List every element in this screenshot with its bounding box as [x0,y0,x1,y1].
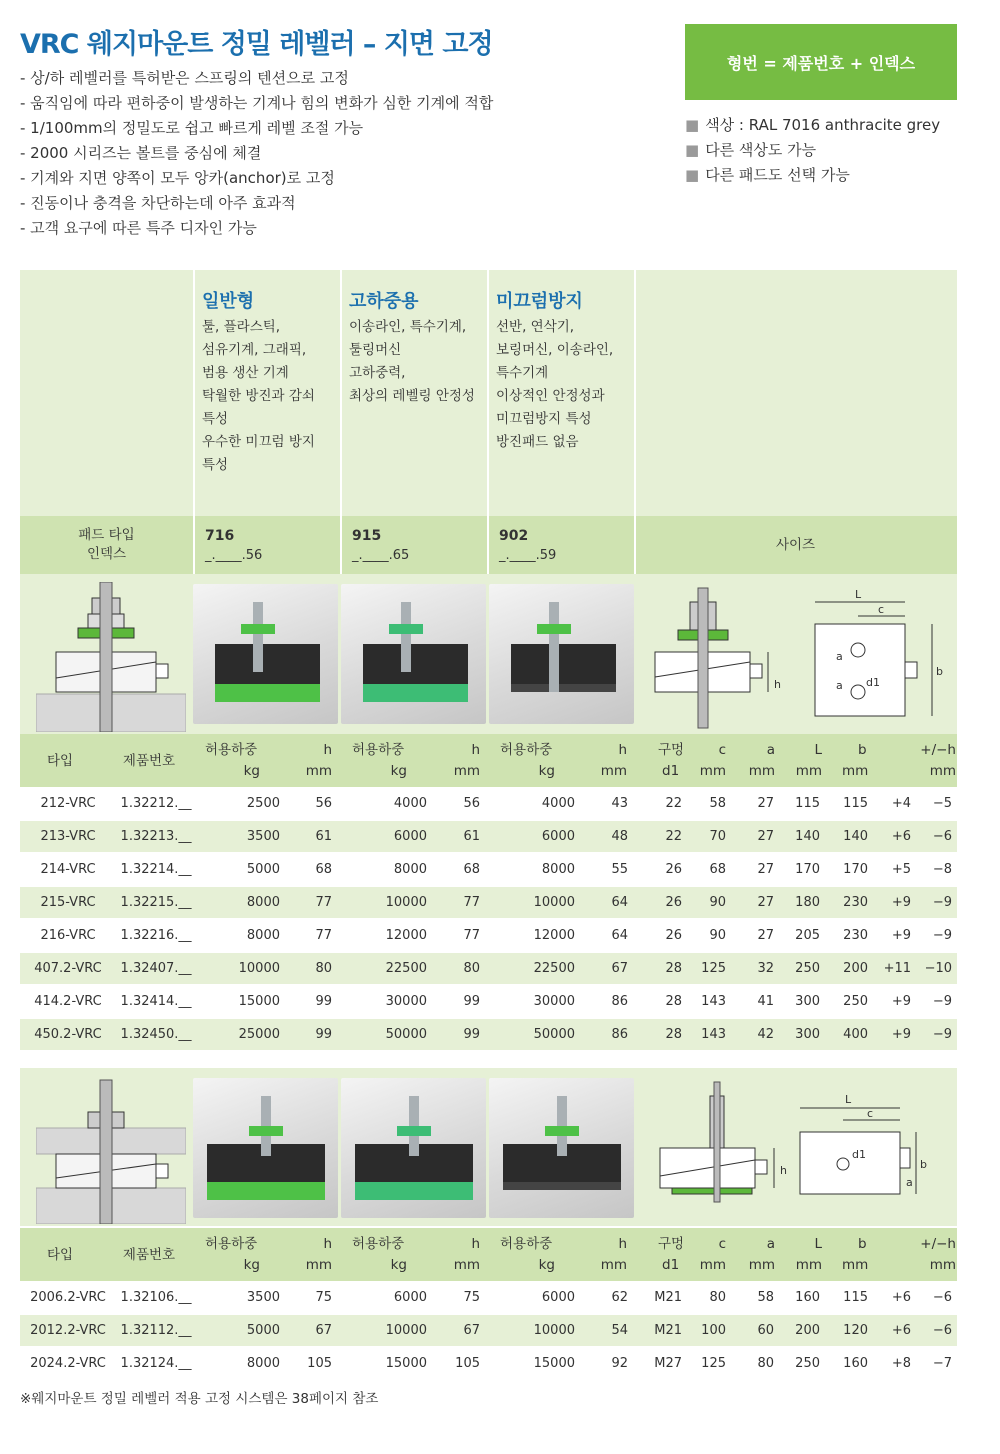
table-cell: 170 [843,862,868,877]
table-cell: 1.32124.__ [120,1356,192,1371]
table-cell: 68 [709,862,726,877]
feature-list [20,66,493,241]
table-cell: +6 [891,1290,911,1305]
table-cell: 300 [795,1027,820,1042]
table-cell: 8000 [541,862,575,877]
table-row [20,854,957,885]
table-cell: 125 [701,961,726,976]
table-cell: 58 [757,1290,774,1305]
table-cell: −10 [924,961,952,976]
table-cell: 77 [463,895,480,910]
table-cell: 26 [665,928,682,943]
table-cell: 80 [315,961,332,976]
color-note: ■ 다른 색상도 가능 [685,138,940,163]
table-cell: 27 [757,862,774,877]
table-cell: 30000 [533,994,575,1009]
table-cell: 28 [665,961,682,976]
pad-type-antislip [496,287,642,454]
feature-item: - 고객 요구에 따른 특주 디자인 가능 [20,219,257,237]
table-cell: 1.32106.__ [120,1290,192,1305]
table-cell: 6000 [541,829,575,844]
table-cell: 12000 [385,928,427,943]
table-cell: 1.32407.__ [120,961,192,976]
table-cell: 77 [463,928,480,943]
table-cell: 99 [463,994,480,1009]
pad-type-name: 미끄럼방지 [496,291,583,312]
model-number-formula: 형번 = 제품번호 + 인덱스 [685,24,957,100]
table-cell: 2024.2-VRC [30,1356,106,1371]
table-cell: 1.32450.__ [120,1027,192,1042]
table-cell: 1.32212.__ [120,796,192,811]
size-label: 사이즈 [775,537,816,553]
table-cell: 56 [463,796,480,811]
table-cell: 54 [611,1323,628,1338]
table-cell: +8 [891,1356,911,1371]
pad-type-desc: 이송라인, 특수기계, 툴링머신 고하중력, 최상의 레벨링 안정성 [349,319,475,404]
table-cell: −6 [932,829,952,844]
pad-type-heavy [349,287,495,408]
svg-text:c: c [867,1107,874,1120]
svg-text:L: L [855,588,862,601]
table-cell: −8 [932,862,952,877]
dimension-drawing-2 [640,1076,956,1224]
table-cell: +6 [891,829,911,844]
table-cell: 86 [611,1027,628,1042]
table-cell: 200 [795,1323,820,1338]
pad-code-heavy: _.____.65 [352,548,410,563]
color-notes [685,113,940,188]
table-cell: 170 [795,862,820,877]
table-row [20,986,957,1017]
table-cell: 4000 [393,796,427,811]
svg-text:h: h [780,1164,787,1177]
table-cell: 230 [843,928,868,943]
table-cell: 10000 [533,1323,575,1338]
table-cell: 2500 [246,796,280,811]
table-cell: 42 [757,1027,774,1042]
feature-item: - 상/하 레벨러를 특허받은 스프링의 텐션으로 고정 [20,69,349,87]
table-cell: 61 [315,829,332,844]
pad-code-standard: _.____.56 [205,548,263,563]
svg-text:d1: d1 [852,1148,866,1161]
table-cell: −9 [932,928,952,943]
table-cell: 115 [795,796,820,811]
feature-item: - 진동이나 충격을 차단하는데 아주 효과적 [20,194,296,212]
table-cell: 61 [463,829,480,844]
table-cell: 213-VRC [40,829,96,844]
table-cell: 140 [795,829,820,844]
table-cell: 99 [315,1027,332,1042]
product-photo-2-standard [193,1078,338,1218]
table-cell: M21 [654,1323,682,1338]
table-cell: 1.32414.__ [120,994,192,1009]
table-cell: 414.2-VRC [34,994,102,1009]
table-cell: 67 [611,961,628,976]
table-row [20,920,957,951]
table-cell: 86 [611,994,628,1009]
table-cell: 230 [843,895,868,910]
table-cell: +9 [891,1027,911,1042]
table-cell: 50000 [385,1027,427,1042]
table-cell: 5000 [246,1323,280,1338]
table-cell: 400 [843,1027,868,1042]
table-row [20,1315,957,1346]
table-cell: 120 [843,1323,868,1338]
table-cell: 15000 [385,1356,427,1371]
table-row [20,1282,957,1313]
table-cell: −5 [932,796,952,811]
table-cell: 99 [315,994,332,1009]
table-cell: 28 [665,994,682,1009]
table-cell: 6000 [393,829,427,844]
table-cell: 22 [665,829,682,844]
pad-code-antislip: _.____.59 [499,548,557,563]
table-cell: −7 [932,1356,952,1371]
table-cell: 125 [701,1356,726,1371]
dimension-drawing-1 [640,582,956,732]
table-cell: 143 [701,1027,726,1042]
table-cell: 8000 [246,895,280,910]
color-note: ■ 색상 : RAL 7016 anthracite grey [685,113,940,138]
table-cell: 68 [463,862,480,877]
table-cell: 77 [315,928,332,943]
table-cell: 64 [611,928,628,943]
svg-text:c: c [878,603,885,616]
table-cell: 58 [709,796,726,811]
table-cell: 10000 [385,1323,427,1338]
table-cell: −9 [932,1027,952,1042]
table-cell: −6 [932,1323,952,1338]
table-cell: −9 [932,994,952,1009]
product-photo-2-antislip [489,1078,634,1218]
pad-type-desc: 선반, 연삭기, 보링머신, 이송라인, 특수기계 이상적인 안정성과 미끄럼방지 특성 방진패드 없음 [496,319,614,450]
table-cell: 100 [701,1323,726,1338]
table-cell: 67 [315,1323,332,1338]
table-cell: 1.32112.__ [120,1323,192,1338]
table-cell: 6000 [541,1290,575,1305]
table-cell: 26 [665,862,682,877]
table-cell: 2006.2-VRC [30,1290,106,1305]
table-cell: 75 [463,1290,480,1305]
table-cell: 26 [665,895,682,910]
table-cell: 8000 [246,1356,280,1371]
table-cell: 215-VRC [40,895,96,910]
table-cell: +9 [891,928,911,943]
pad-index-heavy: 915 [352,528,382,544]
table-row [20,788,957,819]
table-cell: 62 [611,1290,628,1305]
pad-index-antislip: 902 [499,528,529,544]
table-cell: 143 [701,994,726,1009]
pad-type-desc: 툴, 플라스틱, 섬유기계, 그래픽, 범용 생산 기계 탁월한 방진과 감쇠 특성 우수한 미끄럼 방지 특성 [202,319,315,473]
table-cell: 22500 [385,961,427,976]
table-cell: 27 [757,895,774,910]
pad-index-label: 패드 타입 인덱스 [78,527,135,562]
table-cell: M21 [654,1290,682,1305]
feature-item: - 2000 시리즈는 볼트를 중심에 체결 [20,144,262,162]
table-cell: 250 [795,1356,820,1371]
table-cell: 80 [463,961,480,976]
feature-item: - 기계와 지면 양쪽이 모두 앙카(anchor)로 고정 [20,169,335,187]
feature-item: - 움직임에 따라 편하중이 발생하는 기계나 힘의 변화가 심한 기계에 적합 [20,94,494,112]
table-row [20,1019,957,1050]
table-cell: 68 [315,862,332,877]
table-row [20,1348,957,1379]
svg-text:d1: d1 [866,676,880,689]
table-cell: 10000 [533,895,575,910]
product-photo-antislip [489,584,634,724]
pad-index-standard: 716 [205,528,235,544]
feature-item: - 1/100mm의 정밀도로 쉽고 빠르게 레벨 조절 가능 [20,119,364,137]
product-photo-heavy [341,584,486,724]
section-drawing-1 [36,582,186,732]
table-cell: 27 [757,829,774,844]
table-cell: 1.32215.__ [120,895,192,910]
table-cell: 212-VRC [40,796,96,811]
table-cell: 180 [795,895,820,910]
table-cell: 3500 [246,829,280,844]
table-cell: 5000 [246,862,280,877]
table-cell: 216-VRC [40,928,96,943]
table-cell: 22500 [533,961,575,976]
table-cell: +11 [883,961,911,976]
svg-text:b: b [920,1158,927,1171]
table-cell: 50000 [533,1027,575,1042]
table-cell: 1.32213.__ [120,829,192,844]
table-cell: 160 [795,1290,820,1305]
table-cell: 10000 [238,961,280,976]
table-cell: 1.32216.__ [120,928,192,943]
table-cell: 90 [709,928,726,943]
table-cell: 105 [307,1356,332,1371]
table-cell: 105 [455,1356,480,1371]
table-cell: 80 [709,1290,726,1305]
table-cell: 60 [757,1323,774,1338]
color-note: ■ 다른 패드도 선택 가능 [685,163,940,188]
table-cell: 1.32214.__ [120,862,192,877]
page-title: VRC 웨지마운트 정밀 레벨러 – 지면 고정 [20,29,493,60]
table-cell: 250 [795,961,820,976]
table-cell: 8000 [393,862,427,877]
table-cell: 90 [709,895,726,910]
table-cell: 15000 [533,1356,575,1371]
table-cell: 48 [611,829,628,844]
table-cell: 140 [843,829,868,844]
table-cell: 55 [611,862,628,877]
table-cell: 115 [843,1290,868,1305]
table-cell: +5 [891,862,911,877]
table-cell: 8000 [246,928,280,943]
table-cell: −9 [932,895,952,910]
table-cell: 15000 [238,994,280,1009]
table-cell: −6 [932,1290,952,1305]
table-cell: 4000 [541,796,575,811]
table-cell: M27 [654,1356,682,1371]
product-photo-standard [193,584,338,724]
table-cell: 70 [709,829,726,844]
svg-text:a: a [906,1176,913,1189]
table-cell: 250 [843,994,868,1009]
table-cell: 67 [463,1323,480,1338]
table-cell: 115 [843,796,868,811]
table-cell: 27 [757,928,774,943]
table-cell: 2012.2-VRC [30,1323,106,1338]
table-cell: 77 [315,895,332,910]
table-cell: 300 [795,994,820,1009]
table-cell: 64 [611,895,628,910]
table-cell: 80 [757,1356,774,1371]
table-cell: 214-VRC [40,862,96,877]
table-cell: 99 [463,1027,480,1042]
table-cell: 27 [757,796,774,811]
svg-text:a: a [836,679,843,692]
table-cell: 25000 [238,1027,280,1042]
table-cell: 41 [757,994,774,1009]
table-cell: +6 [891,1323,911,1338]
pad-type-name: 고하중용 [349,291,419,312]
table-cell: +4 [891,796,911,811]
pad-type-name: 일반형 [202,291,255,312]
table-cell: 56 [315,796,332,811]
table-row [20,953,957,984]
table-cell: +9 [891,994,911,1009]
svg-text:b: b [936,665,943,678]
product-photo-2-heavy [341,1078,486,1218]
pad-type-standard [202,287,348,477]
table-cell: 32 [757,961,774,976]
footnote: ※웨지마운트 정밀 레벨러 적용 고정 시스템은 38페이지 참조 [20,1391,379,1407]
table-row [20,821,957,852]
table-cell: 43 [611,796,628,811]
table-cell: 10000 [385,895,427,910]
section-drawing-2 [36,1076,186,1224]
table-cell: 12000 [533,928,575,943]
table-cell: 22 [665,796,682,811]
table-cell: 3500 [246,1290,280,1305]
table-cell: 6000 [393,1290,427,1305]
table-cell: 30000 [385,994,427,1009]
table-cell: 28 [665,1027,682,1042]
svg-text:a: a [836,650,843,663]
svg-text:h: h [774,678,781,691]
table-cell: 407.2-VRC [34,961,102,976]
table-cell: 75 [315,1290,332,1305]
table-cell: 200 [843,961,868,976]
table-cell: 205 [795,928,820,943]
table-cell: +9 [891,895,911,910]
svg-text:L: L [845,1093,852,1106]
table-row [20,887,957,918]
table-cell: 160 [843,1356,868,1371]
table-cell: 92 [611,1356,628,1371]
table-cell: 450.2-VRC [34,1027,102,1042]
